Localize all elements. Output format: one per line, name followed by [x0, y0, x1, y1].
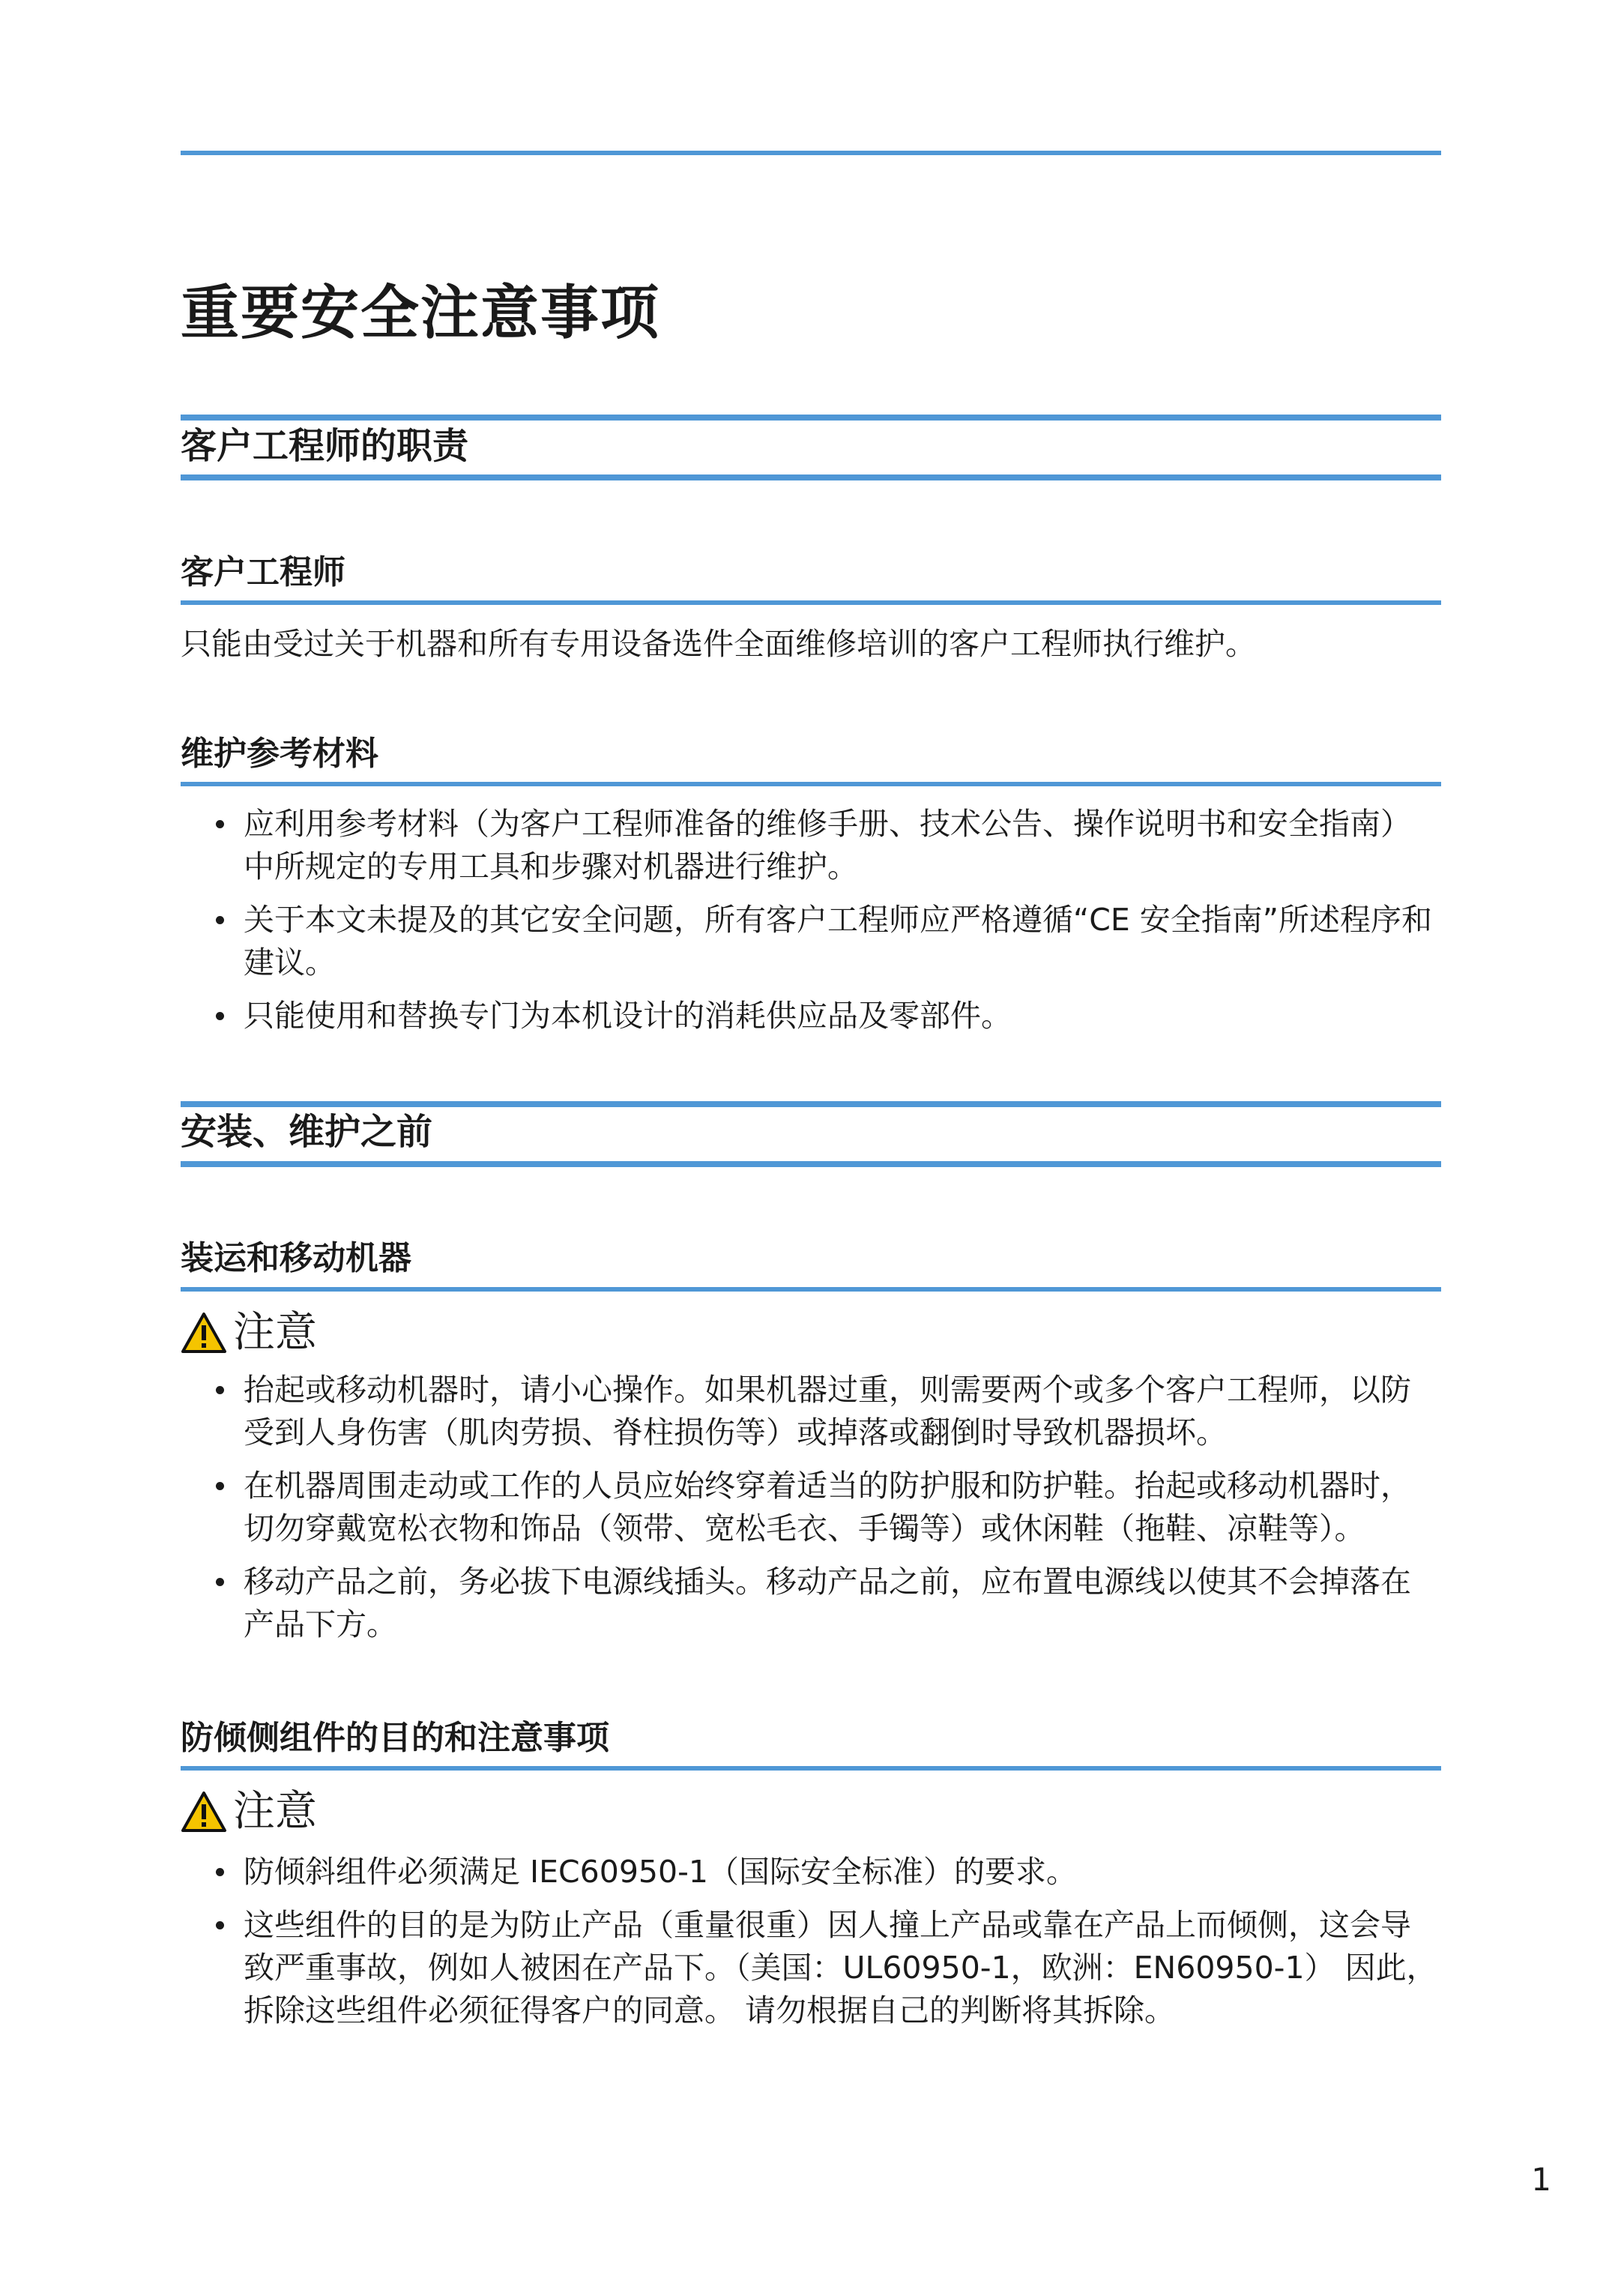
list-item [181, 1465, 1441, 1550]
list-item-text: 在机器周围走动或工作的人员应始终穿着适当的防护服和防护鞋。抬起或移动机器时，切勿穿戴宽松衣物和饰品（领带、宽松毛衣、手镯等）或休闲鞋（拖鞋、凉鞋等）。 [244, 1468, 1411, 1546]
list-item [181, 995, 1441, 1037]
list-item [181, 803, 1441, 888]
subheading-reference-materials: 维护参考材料 [181, 735, 378, 773]
bullet-icon [216, 1921, 224, 1929]
section-heading-engineer-duties: 客户工程师的职责 [181, 425, 469, 467]
section-rule-top [181, 1101, 1441, 1107]
list-item-text: 移动产品之前，务必拔下电源线插头。移动产品之前，应布置电源线以使其不会掉落在产品下方。 [244, 1564, 1411, 1642]
list-item-text: 防倾斜组件必须满足 IEC60950-1（国际安全标准）的要求。 [244, 1854, 1077, 1890]
caution-label: 注意 [233, 1787, 317, 1836]
section-rule-bottom [181, 474, 1441, 480]
warning-triangle-icon [181, 1312, 227, 1354]
warning-triangle-icon [181, 1791, 227, 1833]
section-heading-before-install: 安装、维护之前 [181, 1111, 433, 1153]
subheading-transport: 装运和移动机器 [181, 1239, 411, 1277]
list-item-text: 只能使用和替换专门为本机设计的消耗供应品及零部件。 [244, 998, 1012, 1034]
subheading-rule [181, 1766, 1441, 1771]
subheading-customer-engineer: 客户工程师 [181, 553, 345, 591]
caution-notice [181, 1306, 317, 1360]
top-rule [181, 151, 1441, 155]
section-rule-top [181, 415, 1441, 421]
list-item-text: 应利用参考材料（为客户工程师准备的维修手册、技术公告、操作说明书和安全指南）中所规定的专用工具和步骤对机器进行维护。 [244, 806, 1411, 885]
subheading-anti-tip: 防倾侧组件的目的和注意事项 [181, 1719, 609, 1757]
bullet-icon [216, 820, 224, 828]
list-item [181, 1369, 1441, 1454]
caution-label: 注意 [233, 1308, 317, 1357]
bullet-icon [216, 1386, 224, 1394]
page-title: 重要安全注意事项 [181, 280, 661, 347]
bullet-icon [216, 916, 224, 924]
section-rule-bottom [181, 1161, 1441, 1167]
list-item [181, 899, 1441, 984]
list-item-text: 关于本文未提及的其它安全问题，所有客户工程师应严格遵循“CE 安全指南”所述程序和建议。 [244, 902, 1433, 980]
bullet-list-anti-tip [181, 1851, 1441, 2043]
list-item [181, 1561, 1441, 1646]
bullet-list-reference [181, 803, 1441, 1048]
subheading-rule [181, 600, 1441, 605]
subheading-rule [181, 782, 1441, 786]
list-item-text: 这些组件的目的是为防止产品（重量很重）因人撞上产品或靠在产品上而倾侧，这会导致严重事故，例如人被困在产品下。（美国：UL60950-1，欧洲：EN60950-1） 因此，拆除这些组件必须征得客户的同意。 请勿根据自己的判断将其拆除。 [244, 1907, 1437, 2028]
bullet-list-transport [181, 1369, 1441, 1657]
subheading-rule [181, 1287, 1441, 1292]
list-item [181, 1904, 1441, 2032]
bullet-icon [216, 1012, 224, 1020]
page-number: 1 [1531, 2161, 1551, 2198]
bullet-icon [216, 1482, 224, 1490]
paragraph-engineer: 只能由受过关于机器和所有专用设备选件全面维修培训的客户工程师执行维护。 [181, 626, 1256, 662]
list-item [181, 1851, 1441, 1893]
bullet-icon [216, 1868, 224, 1876]
bullet-icon [216, 1578, 224, 1586]
caution-notice [181, 1785, 317, 1839]
list-item-text: 抬起或移动机器时，请小心操作。如果机器过重，则需要两个或多个客户工程师，以防受到人身伤害（肌肉劳损、脊柱损伤等）或掉落或翻倒时导致机器损坏。 [244, 1372, 1411, 1450]
